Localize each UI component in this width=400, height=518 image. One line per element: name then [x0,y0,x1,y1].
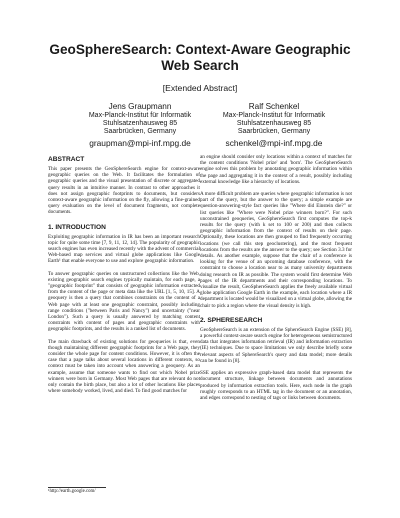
paper-title-line-2: Web Search [161,58,239,73]
author-city: Saarbrücken, Germany [237,128,311,136]
footnote-rule [48,487,106,488]
author-address: Stuhlsatzenhausweg 85 [102,120,178,128]
spheresearch-paragraph-1: GeoSphereSearch is an extension of the SphereSearch Engine (SSE) [8], a powerful context-aware search engine for heterogeneous semistructured data that integrates information retrieval (IR) and information extraction (IE) techniques. Due to space limitations we only describe briefly some relevant aspects of SphereSearch's query and data model; more details can be found in [8]. [200,326,352,364]
author-city: Saarbrücken, Germany [103,128,177,136]
introduction-heading: 1. INTRODUCTION [48,223,106,231]
right-column [200,154,352,401]
author-affiliation: Max-Planck-Institut für Informatik [222,112,326,119]
abstract-heading: ABSTRACT [48,156,85,163]
author-email: schenkel@mpi-inf.mpg.de [225,137,323,148]
paper-title-line-1: GeoSphereSearch: Context-Aware Geographic [49,42,351,57]
author-block-2 [199,102,349,148]
introduction-paragraph-3: The main drawback of existing solutions for geoqueries is that, even though maintaining different geographic footprints for a Web page, they consider the whole page for content conditions. However, it is often the case that a page talks about several locations in different contexts, so context must be taken into account when answering a geoquery. As an example, assume that someone wants to find out which Nobel prize winners were born in Germany. Most Web pages that are relevant do not only contain the birth place, but also a lot of other locations like places where somebody worked, lived, and died. To find good matches for [48,338,200,395]
author-name: Jens Graupmann [108,102,172,111]
author-block-1 [65,102,215,148]
author-email: graupman@mpi-inf.mpg.de [89,137,191,148]
spheresearch-paragraph-2: SSE applies an expressive graph-based data model that represents the document structure, linkage between documents and annotations produced by information extraction tools. Here, each node in the graph roughly corresponds to an HTML tag in the document or an annotation, and edges correspond to nesting of tags or links between documents. [200,370,352,401]
right-paragraph-2: A more difficult problem are queries where geographic information is not part of the query, but the answer to the query; a simple example are question-answering-style fact queries like "Where did Einstein die?" or list queries like "Where were Nobel prize winners born?". For such unconstrained geoqueries, GeoSphereSearch first computes the top-k results for the query (with k set to 100 or 200) and then collects geographic information from the context of results on their page. Optionally, these locations are then grouped to find frequently occurring locations (we call this step geoclustering), and the most frequent locations from the results are the answer to the query; see Section 3.3 for details. As another example, suppose that the chair of a conference is looking for the venue of an upcoming database conference, with the constraint to choose a location near to as many university departments doing research on IR as possible. The system would first determine Web pages of the IR departments and their corresponding locations. To visualize the result, GeoSphereSearch applies the freely available virtual globe application Google Earth in the example, each location where a IR department is located would be visualized on a virtual globe, allowing the chair to pick a region where the visual density is high. [200,191,352,309]
right-paragraph-1: an engine should consider only locations within a context of matches for the content conditions 'Nobel prize' and 'born'. The GeoSphereSearch engine solves this problem by annotating geographic information within the page and aggregating it in the context of a result, possibly including external knowledge like a hierarchy of locations. [200,154,352,185]
spheresearch-heading: 2. SPHERESEARCH [200,316,263,324]
author-name: Ralf Schenkel [248,102,300,111]
introduction-paragraph-1: Exploiting geographic information in IR has been an important research topic for quite some time [7, 9, 11, 12, 14]. The popularity of geographic search engines has even increased recently with the advent of commercial Web-based map services and virtual globe applications like Google Earth¹ that enable everyone to use and explore geographic information. [48,233,200,265]
left-column [48,154,200,395]
author-address: Stuhlsatzenhausweg 85 [236,120,312,128]
abstract-text: This paper presents the GeoSphereSearch engine for context-aware geographic queries on the Web. It facilitates the formulation of geographic queries and the visual presentation of discrete or aggregated query results in an intuitive manner. In contrast to other approaches it does not assign geographic footprints to documents, but considers context-aware geographic information on the fly, allowing a fine-grained query evaluation on the level of document fragments, not complete documents. [48,166,200,216]
paper-subtitle: [Extended Abstract] [162,83,238,93]
author-affiliation: Max-Planck-Institut für Informatik [88,112,192,119]
introduction-paragraph-2: To answer geographic queries on unstructured collections like the Web, existing geographic search engines typically maintain, for each page, a "geographic footprint" that consists of geographic information extracted from the content of the page or meta data like the URL [1, 5, 10, 15]. A geoquery is then a query that combines constraints on the content of a Web page with at least one geographic constraint, possibly including range conditions ("between Paris and Nancy") and uncertainty ("near London"). Such a query is usually answered by matching content constraints with content of pages and geographic constraints with geographic footprints, and the results is a ranked list of documents. [48,270,200,333]
footnote: ¹http://earth.google.com/ [48,489,96,494]
